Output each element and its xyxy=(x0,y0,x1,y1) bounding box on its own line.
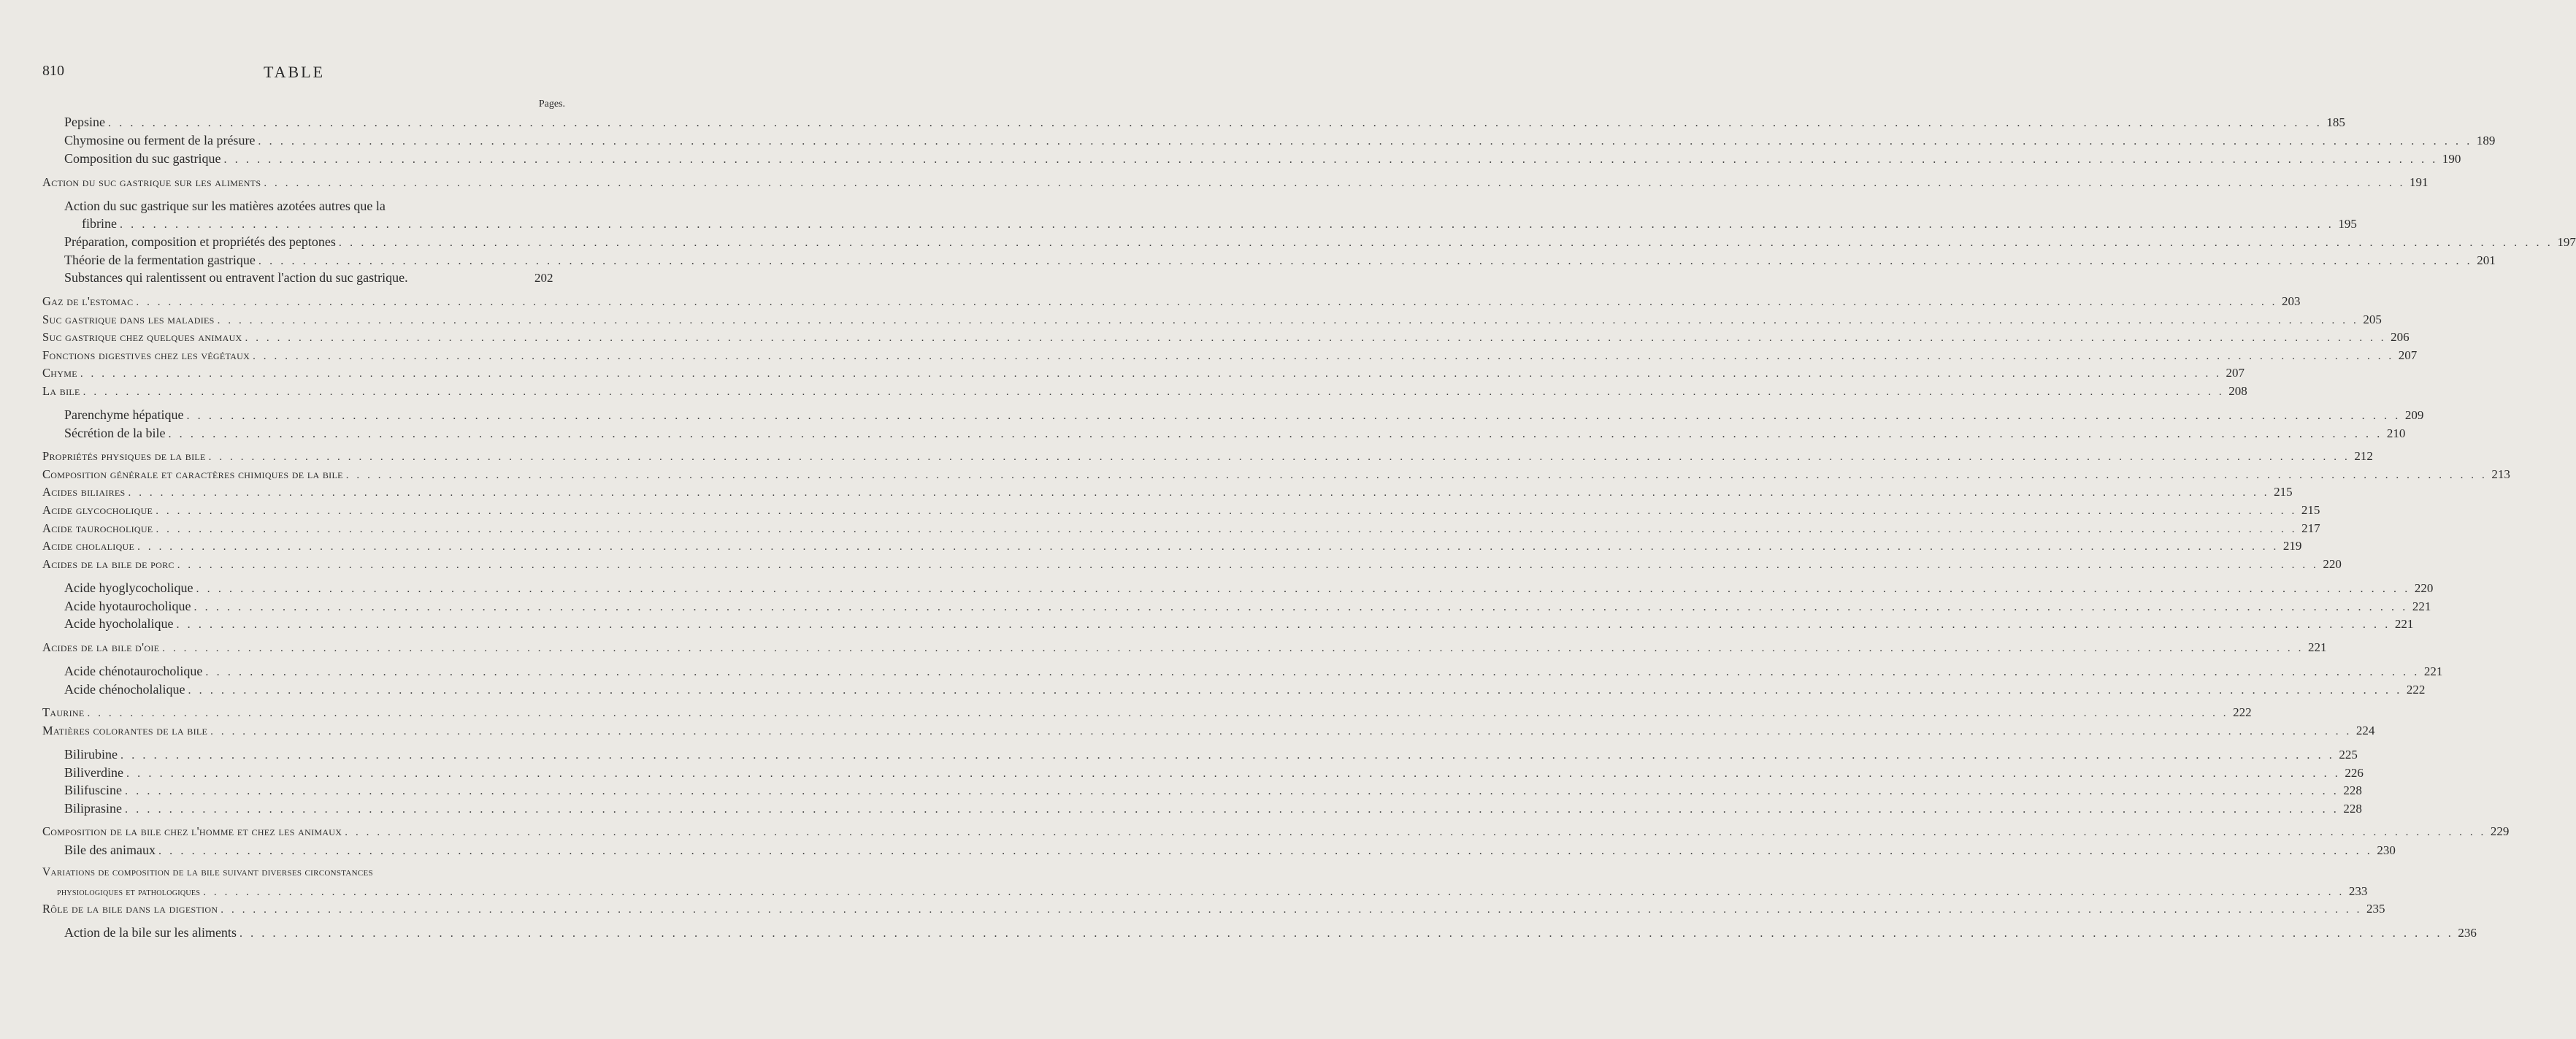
dot-leader: . . . . . . . . . . . . . . . . . . . . . . . . . . . . . . . . . . . . . . . . . . . . . . . . . . . . . . . . . . . . . . . . . . . . . . . . . . . . . . . . . . . . . . . . . . . . . . . . . . . . . . . . . . . . . . . . . . . . . . . . . . . . . . . . . . . . . . . . . . . . . . . . . . . . . . . . . . . . . . . . . . . . . . . . . . . . . . . . . . . . . . . . . . . . . . . . . . . . . . . . xyxy=(345,469,2488,481)
toc-entry-label: Action du suc gastrique sur les matières azotées autres que la xyxy=(64,199,386,213)
toc-entry xyxy=(42,366,2245,383)
toc-entry xyxy=(64,234,2576,252)
toc-entry-label: Chyme xyxy=(42,366,77,380)
toc-entry xyxy=(64,407,2424,425)
toc-entry-label: Rôle de la bile dans la digestion xyxy=(42,902,218,916)
dot-leader: . . . . . . . . . . . . . . . . . . . . . . . . . . . . . . . . . . . . . . . . . . . . . . . . . . . . . . . . . . . . . . . . . . . . . . . . . . . . . . . . . . . . . . . . . . . . . . . . . . . . . . . . . . . . . . . . . . . . . . . . . . . . . . . . . . . . . . . . . . . . . . . . . . . . . . . . . . . . . . . . . . . . . . . . . . . . . . . . . . . . . . . . . . . . . . . . . . . . . . . . xyxy=(158,845,2373,857)
dot-leader: . . . . . . . . . . . . . . . . . . . . . . . . . . . . . . . . . . . . . . . . . . . . . . . . . . . . . . . . . . . . . . . . . . . . . . . . . . . . . . . . . . . . . . . . . . . . . . . . . . . . . . . . . . . . . . . . . . . . . . . . . . . . . . . . . . . . . . . . . . . . . . . . . . . . . . . . . . . . . . . . . . . . . . . . . . . . . . . . . . . . . . . . . . . . . . . . . . . . . . . . xyxy=(186,410,2401,422)
dot-leader: . . . . . . . . . . . . . . . . . . . . . . . . . . . . . . . . . . . . . . . . . . . . . . . . . . . . . . . . . . . . . . . . . . . . . . . . . . . . . . . . . . . . . . . . . . . . . . . . . . . . . . . . . . . . . . . . . . . . . . . . . . . . . . . . . . . . . . . . . . . . . . . . . . . . . . . . . . . . . . . . . . . . . . . . . . . . . . . . . . . . . . . . . . . . . . . . . . . . . . . . xyxy=(108,117,2323,129)
toc-entry xyxy=(42,557,2342,575)
toc-entry-label: Fonctions digestives chez les végétaux xyxy=(42,348,250,362)
toc-entry-label: Acide hyotaurocholique xyxy=(64,599,191,613)
dot-leader: . . . . . . . . . . . . . . . . . . . . . . . . . . . . . . . . . . . . . . . . . . . . . . . . . . . . . . . . . . . . . . . . . . . . . . . . . . . . . . . . . . . . . . . . . . . . . . . . . . . . . . . . . . . . . . . . . . . . . . . . . . . . . . . . . . . . . . . . . . . . . . . . . . . . . . . . . . . . . . . . . . . . . . . . . . . . . . . . . . . . . . . . . . . . . . . . . . . . . . . . xyxy=(177,559,2319,571)
dot-leader: . . . . . . . . . . . . . . . . . . . . . . . . . . . . . . . . . . . . . . . . . . . . . . . . . . . . . . . . . . . . . . . . . . . . . . . . . . . . . . . . . . . . . . . . . . . . . . . . . . . . . . . . . . . . . . . . . . . . . . . . . . . . . . . . . . . . . . . . . . . . . . . . . . . . . . . . . . . . . . . . . . . . . . . . . . . . . . . . . . . . . . . . . . . . . . . . . . . . . . . . xyxy=(128,487,2270,499)
toc-entry-label: Sécrétion de la bile xyxy=(64,426,166,440)
toc-entry-page: 236 xyxy=(2458,926,2477,940)
toc-entry xyxy=(64,783,2362,800)
toc-entry-page: 208 xyxy=(2228,384,2247,398)
dot-leader: . . . . . . . . . . . . . . . . . . . . . . . . . . . . . . . . . . . . . . . . . . . . . . . . . . . . . . . . . . . . . . . . . . . . . . . . . . . . . . . . . . . . . . . . . . . . . . . . . . . . . . . . . . . . . . . . . . . . . . . . . . . . . . . . . . . . . . . . . . . . . . . . . . . . . . . . . . . . . . . . . . . . . . . . . . . . . . . . . . . . . . . . . . . . . . . . . . . . . . . . xyxy=(120,749,2335,762)
toc-entry xyxy=(42,175,2429,193)
toc-entry-label: Acides biliaires xyxy=(42,485,126,499)
toc-entry-label: Acide chénocholalique xyxy=(64,682,185,697)
toc-entry-page: 191 xyxy=(2410,175,2429,189)
dot-leader: . . . . . . . . . . . . . . . . . . . . . . . . . . . . . . . . . . . . . . . . . . . . . . . . . . . . . . . . . . . . . . . . . . . . . . . . . . . . . . . . . . . . . . . . . . . . . . . . . . . . . . . . . . . . . . . . . . . . . . . . . . . . . . . . . . . . . . . . . . . . . . . . . . . . . . . . . . . . . . . . . . . . . . . . . . . . . . . . . . . . . . . . . . . . . . . . . . . . . . . . xyxy=(217,315,2359,326)
dot-leader: . . . . . . . . . . . . . . . . . . . . . . . . . . . . . . . . . . . . . . . . . . . . . . . . . . . . . . . . . . . . . . . . . . . . . . . . . . . . . . . . . . . . . . . . . . . . . . . . . . . . . . . . . . . . . . . . . . . . . . . . . . . . . . . . . . . . . . . . . . . . . . . . . . . . . . . . . . . . . . . . . . . . . . . . . . . . . . . . . . . . . . . . . . . . . . . . . . . . . . . . xyxy=(176,618,2391,631)
dot-leader: . . . . . . . . . . . . . . . . . . . . . . . . . . . . . . . . . . . . . . . . . . . . . . . . . . . . . . . . . . . . . . . . . . . . . . . . . . . . . . . . . . . . . . . . . . . . . . . . . . . . . . . . . . . . . . . . . . . . . . . . . . . . . . . . . . . . . . . . . . . . . . . . . . . . . . . . . . . . . . . . . . . . . . . . . . . . . . . . . . . . . . . . . . . . . . . . . . . . . . . . xyxy=(338,237,2553,249)
toc-entry-label: Acide chénotaurocholique xyxy=(64,664,203,678)
pages-column-label: Pages. xyxy=(538,99,565,110)
toc-entry-page: 222 xyxy=(2233,705,2252,719)
toc-entry-label: Composition de la bile chez l'homme et chez les animaux xyxy=(42,824,342,838)
toc-entry xyxy=(42,449,2373,467)
toc-entry-page: 201 xyxy=(2477,253,2496,267)
toc-entry xyxy=(42,640,2327,658)
toc-entry-label: Biliprasine xyxy=(64,801,122,816)
toc-entry-label: Suc gastrique chez quelques animaux xyxy=(42,330,242,344)
toc-entry xyxy=(42,539,2302,556)
toc-entry-page: 224 xyxy=(2355,724,2375,737)
toc-entry-label: Composition du suc gastrique xyxy=(64,151,221,166)
toc-entry xyxy=(42,705,2252,723)
toc-entry xyxy=(64,664,2443,681)
toc-entry xyxy=(64,199,561,216)
toc-entry-label: Bilirubine xyxy=(64,747,118,762)
dot-leader: . . . . . . . . . . . . . . . . . . . . . . . . . . . . . . . . . . . . . . . . . . . . . . . . . . . . . . . . . . . . . . . . . . . . . . . . . . . . . . . . . . . . . . . . . . . . . . . . . . . . . . . . . . . . . . . . . . . . . . . . . . . . . . . . . . . . . . . . . . . . . . . . . . . . . . . . . . . . . . . . . . . . . . . . . . . . . . . . . . . . . . . . . . . . . . . . . . . . . . . . xyxy=(168,428,2383,440)
dot-leader: . . . . . . . . . . . . . . . . . . . . . . . . . . . . . . . . . . . . . . . . . . . . . . . . . . . . . . . . . . . . . . . . . . . . . . . . . . . . . . . . . . . . . . . . . . . . . . . . . . . . . . . . . . . . . . . . . . . . . . . . . . . . . . . . . . . . . . . . . . . . . . . . . . . . . . . . . . . . . . . . . . . . . . . . . . . . . . . . . . . . . . . . . . . . . . . . . . . . . . . . xyxy=(205,666,2420,678)
toc-entry-label: Acide hyocholalique xyxy=(64,616,174,631)
toc-entry-page: 212 xyxy=(2354,449,2373,463)
toc-entry-page: 225 xyxy=(2339,748,2358,762)
toc-entry-label: Gaz de l'estomac xyxy=(42,294,134,308)
toc-entry-page: 228 xyxy=(2343,802,2362,816)
toc-entry xyxy=(64,115,2345,132)
toc-entry-label: Biliverdine xyxy=(64,765,123,780)
dot-leader: . . . . . . . . . . . . . . . . . . . . . . . . . . . . . . . . . . . . . . . . . . . . . . . . . . . . . . . . . . . . . . . . . . . . . . . . . . . . . . . . . . . . . . . . . . . . . . . . . . . . . . . . . . . . . . . . . . . . . . . . . . . . . . . . . . . . . . . . . . . . . . . . . . . . . . . . . . . . . . . . . . . . . . . . . . . . . . . . . . . . . . . . . . . . . . . . . . . . . . . . xyxy=(196,583,2410,595)
toc-entry-page: 221 xyxy=(2423,664,2443,678)
toc-entry xyxy=(42,313,2382,330)
dot-leader: . . . . . . . . . . . . . . . . . . . . . . . . . . . . . . . . . . . . . . . . . . . . . . . . . . . . . . . . . . . . . . . . . . . . . . . . . . . . . . . . . . . . . . . . . . . . . . . . . . . . . . . . . . . . . . . . . . . . . . . . . . . . . . . . . . . . . . . . . . . . . . . . . . . . . . . . . . . . . . . . . . . . . . . . . . . . . . . . . . . . . . . . . . . . . . . . . . . . . . . . xyxy=(87,708,2229,719)
toc-entry xyxy=(64,765,2364,783)
toc-entry xyxy=(64,270,561,288)
toc-entry-page: 205 xyxy=(2363,313,2382,326)
toc-entry xyxy=(42,866,561,883)
toc-entry-page: 202 xyxy=(534,271,553,285)
toc-entry-label: Propriétés physiques de la bile xyxy=(42,449,206,463)
dot-leader: . . . . . . . . . . . . . . . . . . . . . . . . . . . . . . . . . . . . . . . . . . . . . . . . . . . . . . . . . . . . . . . . . . . . . . . . . . . . . . . . . . . . . . . . . . . . . . . . . . . . . . . . . . . . . . . . . . . . . . . . . . . . . . . . . . . . . . . . . . . . . . . . . . . . . . . . . . . . . . . . . . . . . . . . . . . . . . . . . . . . . . . . . . . . . . . . . . . . . . . . xyxy=(258,135,2472,147)
toc-entry xyxy=(42,824,2510,842)
toc-entry xyxy=(64,151,2461,169)
toc-entry-label: Acide glycocholique xyxy=(42,503,153,517)
toc-entry xyxy=(64,682,2426,699)
dot-leader: . . . . . . . . . . . . . . . . . . . . . . . . . . . . . . . . . . . . . . . . . . . . . . . . . . . . . . . . . . . . . . . . . . . . . . . . . . . . . . . . . . . . . . . . . . . . . . . . . . . . . . . . . . . . . . . . . . . . . . . . . . . . . . . . . . . . . . . . . . . . . . . . . . . . . . . . . . . . . . . . . . . . . . . . . . . . . . . . . . . . . . . . . . . . . . . . . . . . . . . . xyxy=(221,904,2362,916)
toc-entry xyxy=(64,580,2434,598)
dot-leader: . . . . . . . . . . . . . . . . . . . . . . . . . . . . . . . . . . . . . . . . . . . . . . . . . . . . . . . . . . . . . . . . . . . . . . . . . . . . . . . . . . . . . . . . . . . . . . . . . . . . . . . . . . . . . . . . . . . . . . . . . . . . . . . . . . . . . . . . . . . . . . . . . . . . . . . . . . . . . . . . . . . . . . . . . . . . . . . . . . . . . . . . . . . . . . . . . . . . . . . . xyxy=(136,296,2278,308)
toc-entry-page: 220 xyxy=(2414,581,2434,595)
toc-entry xyxy=(64,616,2414,634)
toc-entry xyxy=(42,330,2410,348)
dot-leader: . . . . . . . . . . . . . . . . . . . . . . . . . . . . . . . . . . . . . . . . . . . . . . . . . . . . . . . . . . . . . . . . . . . . . . . . . . . . . . . . . . . . . . . . . . . . . . . . . . . . . . . . . . . . . . . . . . . . . . . . . . . . . . . . . . . . . . . . . . . . . . . . . . . . . . . . . . . . . . . . . . . . . . . . . . . . . . . . . . . . . . . . . . . . . . . . . . . . . . . . xyxy=(345,827,2486,838)
toc-entry-page: 226 xyxy=(2345,766,2364,780)
toc-entry-label: Matières colorantes de la bile xyxy=(42,724,208,737)
toc-entry-page: 197 xyxy=(2557,235,2576,249)
toc-entry xyxy=(64,843,2396,860)
dot-leader: . . . . . . . . . . . . . . . . . . . . . . . . . . . . . . . . . . . . . . . . . . . . . . . . . . . . . . . . . . . . . . . . . . . . . . . . . . . . . . . . . . . . . . . . . . . . . . . . . . . . . . . . . . . . . . . . . . . . . . . . . . . . . . . . . . . . . . . . . . . . . . . . . . . . . . . . . . . . . . . . . . . . . . . . . . . . . . . . . . . . . . . . . . . . . . . . . . . . . . . . xyxy=(188,684,2402,697)
dot-leader: . . . . . . . . . . . . . . . . . . . . . . . . . . . . . . . . . . . . . . . . . . . . . . . . . . . . . . . . . . . . . . . . . . . . . . . . . . . . . . . . . . . . . . . . . . . . . . . . . . . . . . . . . . . . . . . . . . . . . . . . . . . . . . . . . . . . . . . . . . . . . . . . . . . . . . . . . . . . . . . . . . . . . . . . . . . . . . . . . . . . . . . . . . . . . . . . . . . . . . . . xyxy=(80,368,2222,380)
toc-entry-page: 206 xyxy=(2391,330,2410,344)
toc-entry-page: 230 xyxy=(2377,843,2396,857)
toc-entry-page: 221 xyxy=(2412,599,2431,613)
toc-entry-page: 222 xyxy=(2406,683,2426,697)
toc-entry-label: Bilifuscine xyxy=(64,783,122,797)
toc-entry-page: 207 xyxy=(2398,348,2418,362)
toc-entry-page: 215 xyxy=(2274,485,2293,499)
toc-entry xyxy=(64,133,2496,150)
toc-entry-page: 203 xyxy=(2282,294,2301,308)
toc-entry-label: Acide cholalique xyxy=(42,539,135,553)
toc-entry-page: 221 xyxy=(2394,617,2414,631)
toc-entry xyxy=(82,216,2357,234)
toc-entry xyxy=(64,925,2477,943)
toc-entry-label: Action de la bile sur les aliments xyxy=(64,925,237,940)
dot-leader: . . . . . . . . . . . . . . . . . . . . . . . . . . . . . . . . . . . . . . . . . . . . . . . . . . . . . . . . . . . . . . . . . . . . . . . . . . . . . . . . . . . . . . . . . . . . . . . . . . . . . . . . . . . . . . . . . . . . . . . . . . . . . . . . . . . . . . . . . . . . . . . . . . . . . . . . . . . . . . . . . . . . . . . . . . . . . . . . . . . . . . . . . . . . . . . . . . . . . . . . xyxy=(258,255,2473,267)
dot-leader: . . . . . . . . . . . . . . . . . . . . . . . . . . . . . . . . . . . . . . . . . . . . . . . . . . . . . . . . . . . . . . . . . . . . . . . . . . . . . . . . . . . . . . . . . . . . . . . . . . . . . . . . . . . . . . . . . . . . . . . . . . . . . . . . . . . . . . . . . . . . . . . . . . . . . . . . . . . . . . . . . . . . . . . . . . . . . . . . . . . . . . . . . . . . . . . . . . . . . . . . xyxy=(126,767,2341,780)
dot-leader: . . . . . . . . . . . . . . . . . . . . . . . . . . . . . . . . . . . . . . . . . . . . . . . . . . . . . . . . . . . . . . . . . . . . . . . . . . . . . . . . . . . . . . . . . . . . . . . . . . . . . . . . . . . . . . . . . . . . . . . . . . . . . . . . . . . . . . . . . . . . . . . . . . . . . . . . . . . . . . . . . . . . . . . . . . . . . . . . . . . . . . . . . . . . . . . . . . . . . . . . xyxy=(162,643,2304,654)
page-number: 810 xyxy=(42,63,64,79)
toc-entry-label: Théorie de la fermentation gastrique xyxy=(64,253,256,267)
toc-entry xyxy=(64,801,2362,818)
toc-entry xyxy=(64,426,2406,443)
toc-entry-label: Préparation, composition et propriétés des peptones xyxy=(64,234,336,249)
toc-entry xyxy=(42,348,2418,366)
dot-leader: . . . . . . . . . . . . . . . . . . . . . . . . . . . . . . . . . . . . . . . . . . . . . . . . . . . . . . . . . . . . . . . . . . . . . . . . . . . . . . . . . . . . . . . . . . . . . . . . . . . . . . . . . . . . . . . . . . . . . . . . . . . . . . . . . . . . . . . . . . . . . . . . . . . . . . . . . . . . . . . . . . . . . . . . . . . . . . . . . . . . . . . . . . . . . . . . . . . . . . . . xyxy=(125,785,2339,797)
toc-entry xyxy=(42,384,2247,402)
toc-entry-page: 207 xyxy=(2226,366,2245,380)
toc-entry-label: physiologiques et pathologiques xyxy=(57,886,201,898)
toc-entry-page: 213 xyxy=(2491,467,2510,481)
toc-entry-page: 233 xyxy=(2348,884,2368,898)
toc-entry-label: Acides de la bile de porc xyxy=(42,557,175,571)
dot-leader: . . . . . . . . . . . . . . . . . . . . . . . . . . . . . . . . . . . . . . . . . . . . . . . . . . . . . . . . . . . . . . . . . . . . . . . . . . . . . . . . . . . . . . . . . . . . . . . . . . . . . . . . . . . . . . . . . . . . . . . . . . . . . . . . . . . . . . . . . . . . . . . . . . . . . . . . . . . . . . . . . . . . . . . . . . . . . . . . . . . . . . . . . . . . . . . . . . . . . . . . xyxy=(193,601,2408,613)
toc-entry-label: fibrine xyxy=(82,216,117,231)
toc-entry xyxy=(42,485,2293,502)
toc-entry-label: Acides de la bile d'oie xyxy=(42,640,160,654)
toc-entry-page: 221 xyxy=(2307,640,2327,654)
toc-entry-label: Action du suc gastrique sur les aliments xyxy=(42,175,261,189)
toc-entry-page: 229 xyxy=(2490,824,2510,838)
toc-entry-label: Suc gastrique dans les maladies xyxy=(42,313,215,326)
dot-leader: . . . . . . . . . . . . . . . . . . . . . . . . . . . . . . . . . . . . . . . . . . . . . . . . . . . . . . . . . . . . . . . . . . . . . . . . . . . . . . . . . . . . . . . . . . . . . . . . . . . . . . . . . . . . . . . . . . . . . . . . . . . . . . . . . . . . . . . . . . . . . . . . . . . . . . . . . . . . . . . . . . . . . . . . . . . . . . . . . . . . . . . . . . . . . . . . . . . . . . . . xyxy=(253,350,2394,362)
toc-entry-label: Parenchyme hépatique xyxy=(64,407,184,422)
toc-entry-page: 195 xyxy=(2338,217,2357,231)
toc-entry xyxy=(42,294,2301,312)
dot-leader: . . . . . . . . . . . . . . . . . . . . . . . . . . . . . . . . . . . . . . . . . . . . . . . . . . . . . . . . . . . . . . . . . . . . . . . . . . . . . . . . . . . . . . . . . . . . . . . . . . . . . . . . . . . . . . . . . . . . . . . . . . . . . . . . . . . . . . . . . . . . . . . . . . . . . . . . . . . . . . . . . . . . . . . . . . . . . . . . . . . . . . . . . . . . . . . . . . . . . . . . xyxy=(264,177,2405,189)
toc-entry xyxy=(42,467,2510,485)
dot-leader: . . . . . . . . . . . . . . . . . . . . . . . . . . . . . . . . . . . . . . . . . . . . . . . . . . . . . . . . . . . . . . . . . . . . . . . . . . . . . . . . . . . . . . . . . . . . . . . . . . . . . . . . . . . . . . . . . . . . . . . . . . . . . . . . . . . . . . . . . . . . . . . . . . . . . . . . . . . . . . . . . . . . . . . . . . . . . . . . . . . . . . . . . . . . . . . . . . . . . . . . xyxy=(203,886,2345,898)
dot-leader: . . . . . . . . . . . . . . . . . . . . . . . . . . . . . . . . . . . . . . . . . . . . . . . . . . . . . . . . . . . . . . . . . . . . . . . . . . . . . . . . . . . . . . . . . . . . . . . . . . . . . . . . . . . . . . . . . . . . . . . . . . . . . . . . . . . . . . . . . . . . . . . . . . . . . . . . . . . . . . . . . . . . . . . . . . . . . . . . . . . . . . . . . . . . . . . . . . . . . . . . xyxy=(125,803,2339,816)
toc-entry-page: 220 xyxy=(2323,557,2342,571)
dot-leader: . . . . . . . . . . . . . . . . . . . . . . . . . . . . . . . . . . . . . . . . . . . . . . . . . . . . . . . . . . . . . . . . . . . . . . . . . . . . . . . . . . . . . . . . . . . . . . . . . . . . . . . . . . . . . . . . . . . . . . . . . . . . . . . . . . . . . . . . . . . . . . . . . . . . . . . . . . . . . . . . . . . . . . . . . . . . . . . . . . . . . . . . . . . . . . . . . . . . . . . . xyxy=(210,726,2352,737)
toc-entry-page: 209 xyxy=(2404,408,2424,422)
toc-entry xyxy=(42,503,2320,521)
toc-entry-page: 210 xyxy=(2386,426,2406,440)
toc-entry-page: 189 xyxy=(2476,134,2496,147)
toc-entry xyxy=(42,902,2385,919)
toc-entry xyxy=(64,599,2431,616)
toc-entry-label: Bile des animaux xyxy=(64,843,156,857)
toc-entry-label: Variations de composition de la bile suivant diverses circonstances xyxy=(42,866,373,878)
toc-entry-page: 185 xyxy=(2326,115,2345,129)
toc-entry-page: 235 xyxy=(2366,902,2385,916)
toc-entry xyxy=(42,724,2375,741)
toc-entry-label: Acide taurocholique xyxy=(42,521,153,535)
dot-leader: . . . . . . . . . . . . . . . . . . . . . . . . . . . . . . . . . . . . . . . . . . . . . . . . . . . . . . . . . . . . . . . . . . . . . . . . . . . . . . . . . . . . . . . . . . . . . . . . . . . . . . . . . . . . . . . . . . . . . . . . . . . . . . . . . . . . . . . . . . . . . . . . . . . . . . . . . . . . . . . . . . . . . . . . . . . . . . . . . . . . . . . . . . . . . . . . . . . . . . . . xyxy=(156,505,2297,517)
toc-entry xyxy=(42,521,2320,539)
dot-leader: . . . . . . . . . . . . . . . . . . . . . . . . . . . . . . . . . . . . . . . . . . . . . . . . . . . . . . . . . . . . . . . . . . . . . . . . . . . . . . . . . . . . . . . . . . . . . . . . . . . . . . . . . . . . . . . . . . . . . . . . . . . . . . . . . . . . . . . . . . . . . . . . . . . . . . . . . . . . . . . . . . . . . . . . . . . . . . . . . . . . . . . . . . . . . . . . . . . . . . . . xyxy=(119,218,2334,231)
dot-leader: . . . . . . . . . . . . . . . . . . . . . . . . . . . . . . . . . . . . . . . . . . . . . . . . . . . . . . . . . . . . . . . . . . . . . . . . . . . . . . . . . . . . . . . . . . . . . . . . . . . . . . . . . . . . . . . . . . . . . . . . . . . . . . . . . . . . . . . . . . . . . . . . . . . . . . . . . . . . . . . . . . . . . . . . . . . . . . . . . . . . . . . . . . . . . . . . . . . . . . . . xyxy=(245,332,2387,344)
dot-leader: . . . . . . . . . . . . . . . . . . . . . . . . . . . . . . . . . . . . . . . . . . . . . . . . . . . . . . . . . . . . . . . . . . . . . . . . . . . . . . . . . . . . . . . . . . . . . . . . . . . . . . . . . . . . . . . . . . . . . . . . . . . . . . . . . . . . . . . . . . . . . . . . . . . . . . . . . . . . . . . . . . . . . . . . . . . . . . . . . . . . . . . . . . . . . . . . . . . . . . . . xyxy=(208,451,2350,463)
toc-entry-page: 190 xyxy=(2442,152,2461,166)
page-title: TABLE xyxy=(263,63,326,81)
toc-entry-label: Chymosine ou ferment de la présure xyxy=(64,133,256,147)
toc-entry-page: 228 xyxy=(2343,783,2362,797)
dot-leader: . . . . . . . . . . . . . . . . . . . . . . . . . . . . . . . . . . . . . . . . . . . . . . . . . . . . . . . . . . . . . . . . . . . . . . . . . . . . . . . . . . . . . . . . . . . . . . . . . . . . . . . . . . . . . . . . . . . . . . . . . . . . . . . . . . . . . . . . . . . . . . . . . . . . . . . . . . . . . . . . . . . . . . . . . . . . . . . . . . . . . . . . . . . . . . . . . . . . . . . . xyxy=(137,541,2279,553)
toc-entry-label: Substances qui ralentissent ou entravent l'action du suc gastrique. xyxy=(64,270,408,285)
toc-entry-page: 219 xyxy=(2282,539,2302,553)
toc-entry xyxy=(57,884,2368,902)
toc-entry xyxy=(64,253,2496,270)
toc-entry-label: La bile xyxy=(42,384,80,398)
dot-leader: . . . . . . . . . . . . . . . . . . . . . . . . . . . . . . . . . . . . . . . . . . . . . . . . . . . . . . . . . . . . . . . . . . . . . . . . . . . . . . . . . . . . . . . . . . . . . . . . . . . . . . . . . . . . . . . . . . . . . . . . . . . . . . . . . . . . . . . . . . . . . . . . . . . . . . . . . . . . . . . . . . . . . . . . . . . . . . . . . . . . . . . . . . . . . . . . . . . . . . . . xyxy=(223,153,2438,166)
toc-entry-label: Taurine xyxy=(42,705,85,719)
dot-leader: . . . . . . . . . . . . . . . . . . . . . . . . . . . . . . . . . . . . . . . . . . . . . . . . . . . . . . . . . . . . . . . . . . . . . . . . . . . . . . . . . . . . . . . . . . . . . . . . . . . . . . . . . . . . . . . . . . . . . . . . . . . . . . . . . . . . . . . . . . . . . . . . . . . . . . . . . . . . . . . . . . . . . . . . . . . . . . . . . . . . . . . . . . . . . . . . . . . . . . . . xyxy=(83,386,2225,398)
dot-leader: . . . . . . . . . . . . . . . . . . . . . . . . . . . . . . . . . . . . . . . . . . . . . . . . . . . . . . . . . . . . . . . . . . . . . . . . . . . . . . . . . . . . . . . . . . . . . . . . . . . . . . . . . . . . . . . . . . . . . . . . . . . . . . . . . . . . . . . . . . . . . . . . . . . . . . . . . . . . . . . . . . . . . . . . . . . . . . . . . . . . . . . . . . . . . . . . . . . . . . . . xyxy=(239,927,2454,940)
dot-leader: . . . . . . . . . . . . . . . . . . . . . . . . . . . . . . . . . . . . . . . . . . . . . . . . . . . . . . . . . . . . . . . . . . . . . . . . . . . . . . . . . . . . . . . . . . . . . . . . . . . . . . . . . . . . . . . . . . . . . . . . . . . . . . . . . . . . . . . . . . . . . . . . . . . . . . . . . . . . . . . . . . . . . . . . . . . . . . . . . . . . . . . . . . . . . . . . . . . . . . . . xyxy=(156,524,2298,535)
toc-entry-page: 215 xyxy=(2301,503,2320,517)
toc-entry-label: Composition générale et caractères chimiques de la bile xyxy=(42,467,343,481)
toc-entry-label: Pepsine xyxy=(64,115,105,129)
toc-entry xyxy=(64,747,2358,764)
toc-entry-label: Acide hyoglycocholique xyxy=(64,580,193,595)
toc-entry-page: 217 xyxy=(2301,521,2320,535)
